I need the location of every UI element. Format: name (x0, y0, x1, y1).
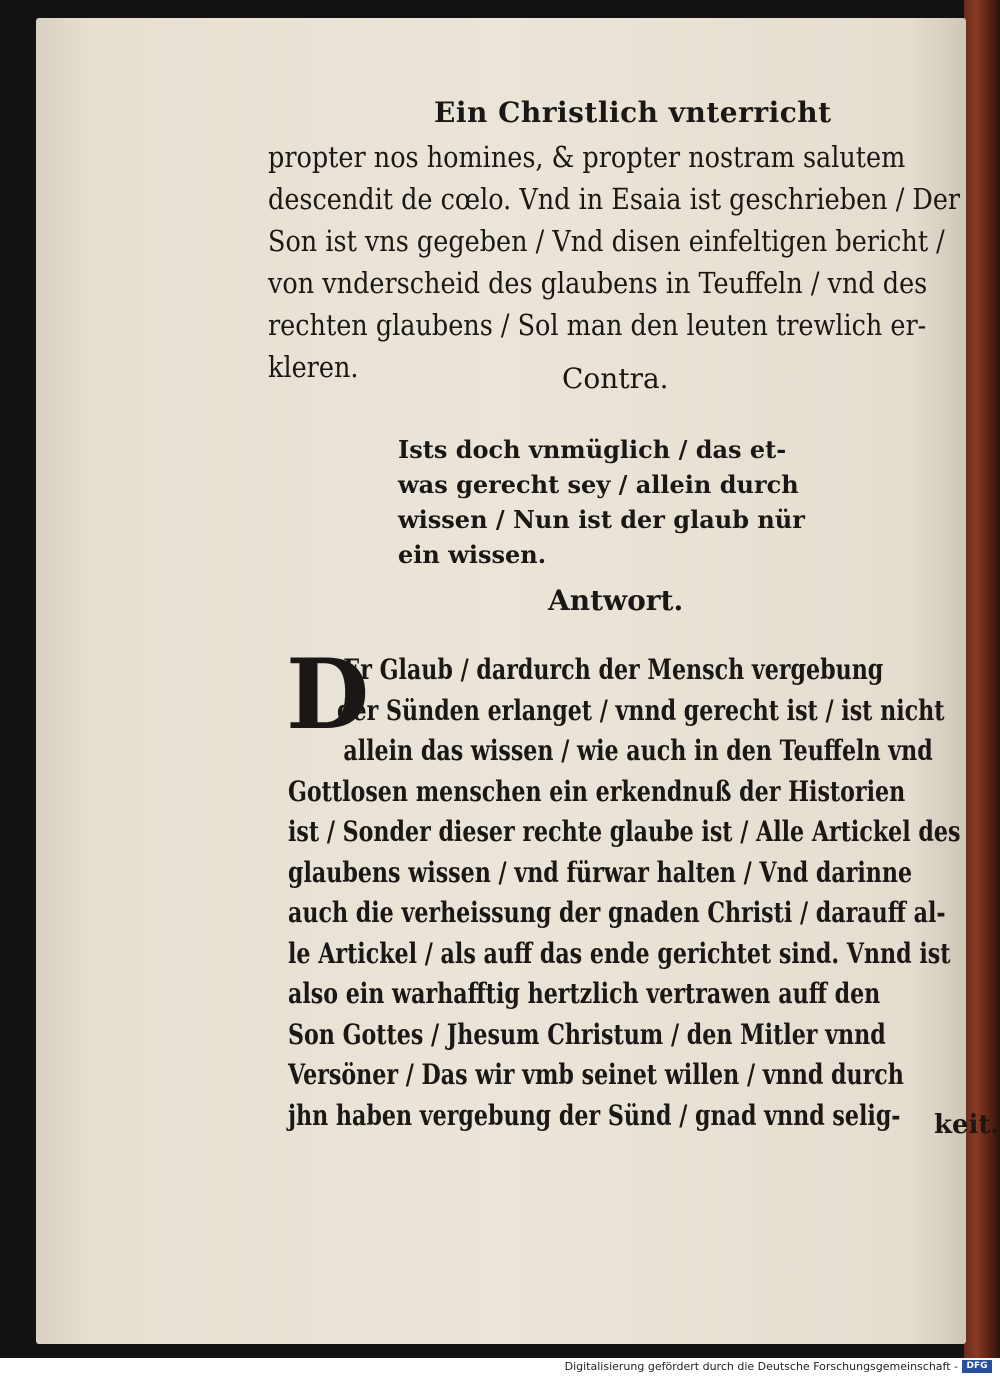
text-line: jhn haben vergebung der Sünd / gnad vnnd selig- (288, 1098, 901, 1132)
decorated-initial: D (286, 638, 370, 751)
funding-notice: Digitalisierung gefördert durch die Deutsche Forschungsgemeinschaft - (564, 1360, 958, 1373)
text-line: der Sünden erlanget / vnnd gerecht ist / ist nicht (337, 693, 945, 727)
paragraph-latin-continuation (268, 136, 1000, 388)
footer-bar (0, 1358, 1000, 1376)
text-line: Versöner / Das wir vmb seinet willen / vnnd durch (288, 1058, 904, 1091)
objection-block (398, 432, 805, 572)
text-line: von vnderscheid des glaubens in Teuffeln / vnd des (268, 266, 928, 300)
dfg-logo[interactable]: DFG (962, 1360, 992, 1373)
text-line: ein wissen. (398, 540, 547, 569)
text-line: was gerecht sey / allein durch (398, 470, 799, 499)
catchword: keit. (934, 1110, 1000, 1140)
text-line: Son ist vns gegeben / Vnd disen einfeltigen bericht / (268, 224, 945, 258)
text-line: propter nos homines, & propter nostram salutem (268, 140, 906, 174)
text-line: wissen / Nun ist der glaub nür (398, 505, 805, 534)
text-line: Gottlosen menschen ein erkendnuß der Historien (288, 774, 906, 808)
text-line: le Artickel / als auff das ende gerichtet sind. Vnnd ist (288, 936, 951, 970)
text-line: auch die verheissung der gnaden Christi / darauff al- (288, 896, 946, 929)
text-line: rechten glaubens / Sol man den leuten trewlich er- (268, 308, 927, 342)
antwort-heading: Antwort. (548, 584, 684, 617)
text-line: glaubens wissen / vnd fürwar halten / Vnd darinne (288, 855, 913, 889)
text-line: also ein warhafftig hertzlich vertrawen auff den (288, 977, 881, 1010)
text-line: descendit de cœlo. Vnd in Esaia ist geschrieben / Der (268, 182, 961, 216)
text-line: ist / Sonder dieser rechte glaube ist / Alle Artickel des (288, 815, 961, 848)
running-header: Ein Christlich vnterricht (434, 96, 832, 129)
contra-heading: Contra. (562, 362, 669, 395)
answer-paragraph (286, 638, 1000, 1136)
text-line: Son Gottes / Jhesum Christum / den Mitler vnnd (288, 1017, 886, 1051)
text-line: allein das wissen / wie auch in den Teuffeln vnd (343, 734, 933, 767)
text-line: Er Glaub / dardurch der Mensch vergebung (343, 653, 884, 686)
text-line: kleren. (268, 350, 359, 384)
text-line: Ists doch vnmüglich / das et- (398, 435, 787, 464)
